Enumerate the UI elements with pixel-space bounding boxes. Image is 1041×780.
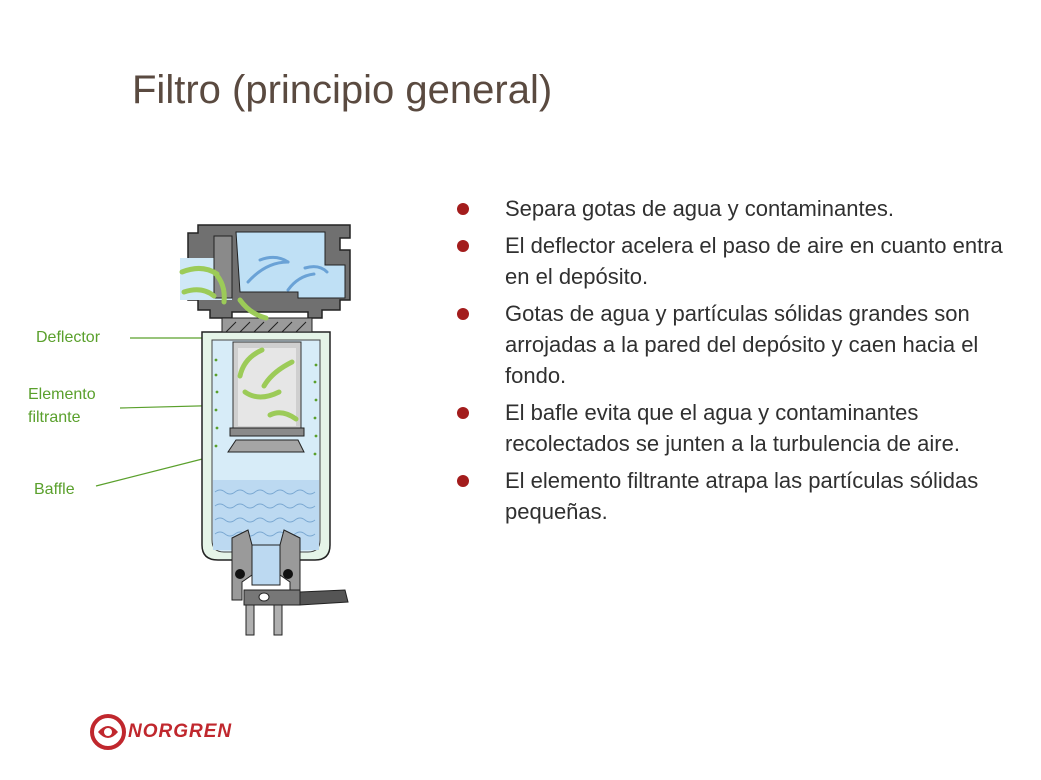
page-title: Filtro (principio general): [132, 68, 553, 112]
bullet-text: El deflector acelera el paso de aire en cuanto entra en el depósito.: [505, 233, 1003, 289]
bullet-text: Gotas de agua y partículas sólidas grandes son arrojadas a la pared del depósito y caen hacia el fondo.: [505, 301, 979, 388]
norgren-logo-text: NORGREN: [128, 721, 233, 742]
elemento-label-line1: Elemento: [28, 386, 96, 403]
deflector-label: Deflector: [36, 329, 101, 346]
baffle: [228, 440, 304, 452]
norgren-logo-icon: [90, 714, 126, 750]
baffle-label: Baffle: [34, 481, 75, 498]
bullet-text: El elemento filtrante atrapa las partículas sólidas pequeñas.: [505, 468, 979, 524]
elemento-label-line2: filtrante: [28, 409, 81, 426]
filter-element: [230, 342, 304, 436]
bullet-text: El bafle evita que el agua y contaminantes recolectados se junten a la turbulencia de aire.: [505, 400, 960, 456]
bullet-text: Separa gotas de agua y contaminantes.: [505, 196, 894, 221]
